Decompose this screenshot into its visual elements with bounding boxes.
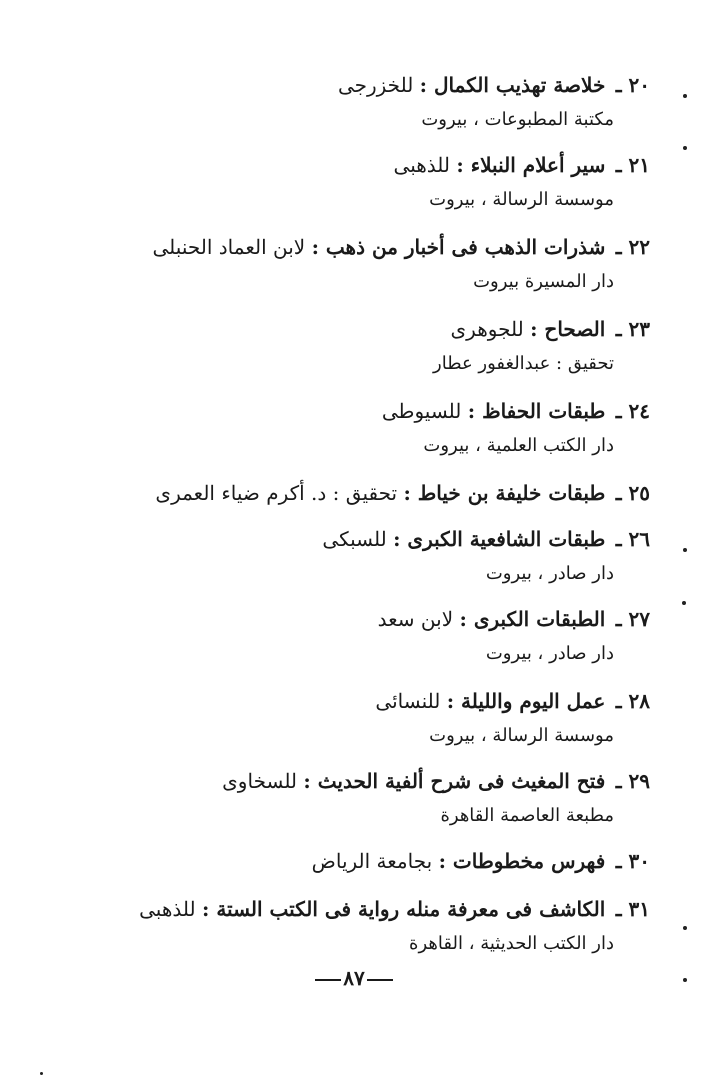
- entry-number: ٣١ ـ: [615, 897, 650, 921]
- entry-publisher: دار المسيرة بيروت: [473, 271, 614, 292]
- margin-speck: [683, 926, 687, 930]
- entry-title: فهرس مخطوطات :: [438, 849, 606, 873]
- entry-number: ٣٠ ـ: [615, 849, 650, 873]
- reference-entry-27: [378, 604, 650, 668]
- reference-entry-22: [153, 232, 651, 296]
- entry-title: الكاشف فى معرفة منله رواية فى الكتب الستة :: [201, 897, 606, 921]
- entry-title: طبقات الحفاظ :: [467, 399, 606, 423]
- margin-speck: [682, 601, 686, 605]
- entry-title: طبقات خليفة بن خياط :: [403, 481, 606, 505]
- margin-speck: [683, 146, 687, 150]
- entry-number: ٢٨ ـ: [615, 689, 650, 713]
- reference-entry-25: [155, 478, 650, 508]
- reference-entry-21: [394, 150, 650, 214]
- entry-publisher: دار الكتب الحديثية ، القاهرة: [409, 933, 614, 954]
- entry-title: خلاصة تهذيب الكمال :: [419, 73, 606, 97]
- entry-title: شذرات الذهب فى أخبار من ذهب :: [311, 235, 606, 259]
- entry-number: ٢٦ ـ: [615, 527, 650, 551]
- margin-speck: [683, 978, 687, 982]
- entry-publisher: دار الكتب العلمية ، بيروت: [423, 435, 614, 456]
- page-number-text: ٨٧: [343, 966, 365, 990]
- entry-author: بجامعة الرياض: [311, 849, 433, 873]
- reference-entry-23: [433, 314, 650, 378]
- entry-number: ٢١ ـ: [615, 153, 650, 177]
- reference-entry-20: [338, 70, 650, 134]
- page-number-dash-right: [315, 979, 341, 981]
- entry-number: ٢٠ ـ: [615, 73, 650, 97]
- entry-author: للسخاوى: [222, 769, 298, 793]
- entry-author: للسيوطى: [381, 399, 462, 423]
- entry-number: ٢٩ ـ: [615, 769, 650, 793]
- entry-title: فتح المغيث فى شرح ألفية الحديث :: [303, 769, 606, 793]
- entry-number: ٢٤ ـ: [615, 399, 650, 423]
- entry-author: لابن العماد الحنبلى: [152, 235, 306, 259]
- page-number: [0, 966, 708, 990]
- entry-publisher: مطبعة العاصمة القاهرة: [440, 805, 614, 826]
- entry-author: للنسائى: [375, 689, 441, 713]
- margin-speck: [683, 94, 687, 98]
- entry-publisher: مكتبة المطبوعات ، بيروت: [421, 109, 614, 130]
- entry-author: للجوهرى: [450, 317, 524, 341]
- entry-author: للذهبى: [139, 897, 196, 921]
- reference-entry-31: [139, 894, 650, 958]
- entry-author: تحقيق : د. أكرم ضياء العمرى: [155, 481, 398, 505]
- entry-title: طبقات الشافعية الكبرى :: [393, 527, 606, 551]
- entry-publisher: موسسة الرسالة ، بيروت: [429, 189, 614, 210]
- entry-author: للذهبى: [393, 153, 450, 177]
- entry-author: للخزرجى: [337, 73, 414, 97]
- entry-publisher: دار صادر ، بيروت: [485, 643, 614, 664]
- entry-title: عمل اليوم والليلة :: [446, 689, 606, 713]
- entry-author: لابن سعد: [377, 607, 454, 631]
- entry-publisher: دار صادر ، بيروت: [485, 563, 614, 584]
- entry-publisher: تحقيق : عبدالغفور عطار: [433, 353, 614, 374]
- entry-publisher: موسسة الرسالة ، بيروت: [429, 725, 614, 746]
- page-number-dash-left: [367, 979, 393, 981]
- entry-number: ٢٥ ـ: [615, 481, 650, 505]
- entry-title: سير أعلام النبلاء :: [456, 153, 606, 177]
- entry-number: ٢٢ ـ: [615, 235, 650, 259]
- reference-entry-28: [375, 686, 650, 750]
- reference-entry-26: [322, 524, 650, 588]
- reference-entry-29: [222, 766, 650, 830]
- margin-speck: [683, 548, 687, 552]
- entry-title: الصحاح :: [530, 317, 606, 341]
- reference-entry-24: [382, 396, 650, 460]
- entry-number: ٢٣ ـ: [615, 317, 650, 341]
- entry-number: ٢٧ ـ: [615, 607, 650, 631]
- reference-entry-30: [312, 846, 650, 876]
- entry-title: الطبقات الكبرى :: [459, 607, 606, 631]
- entry-author: للسبكى: [322, 527, 387, 551]
- margin-speck: [40, 1072, 43, 1075]
